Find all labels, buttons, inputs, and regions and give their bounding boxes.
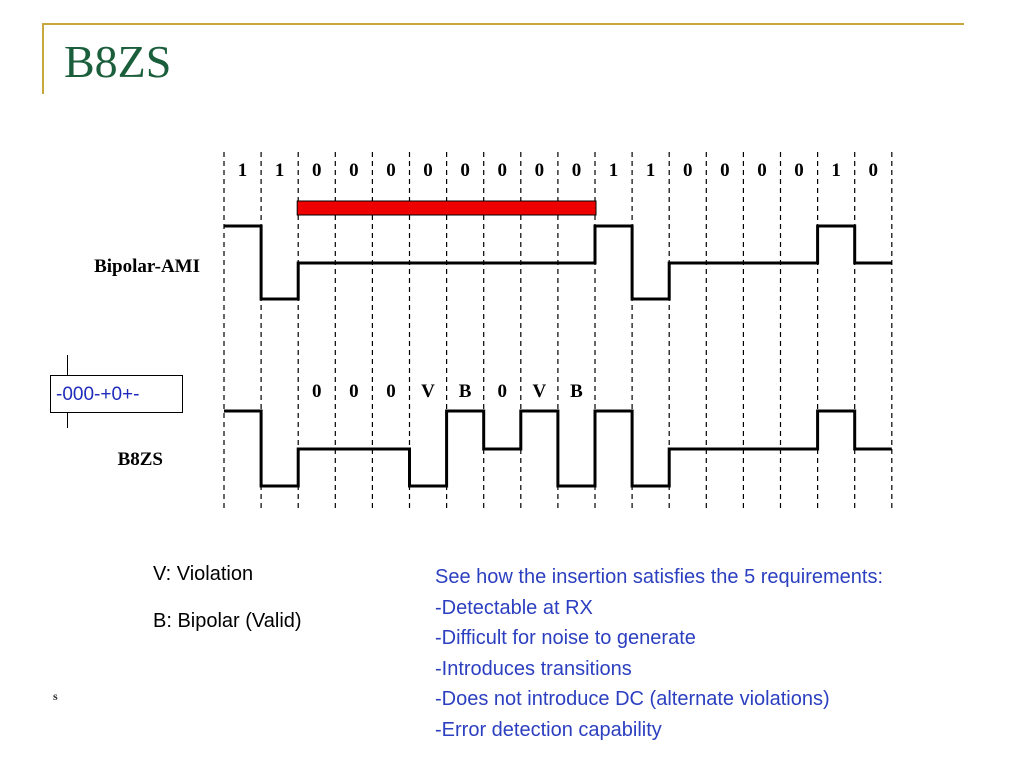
notes-item: -Introduces transitions (435, 657, 632, 680)
notes-item: -Error detection capability (435, 718, 662, 741)
bit-label: 0 (571, 160, 582, 181)
substitution-label: 0 (386, 381, 396, 402)
bit-label: 0 (757, 160, 767, 181)
bit-label: 0 (683, 160, 693, 181)
substitution-sequence-box: -000-+0+- (50, 375, 183, 413)
requirements-notes (435, 562, 883, 745)
bit-label: 0 (868, 160, 878, 181)
bit-label: 0 (349, 160, 359, 181)
substitution-label: B (570, 381, 583, 402)
substitution-label: 0 (497, 381, 507, 402)
notes-item: -Does not introduce DC (alternate violations) (435, 688, 830, 710)
bit-label: 0 (386, 160, 396, 181)
bit-label: 0 (460, 160, 470, 181)
bit-label: 0 (720, 160, 730, 181)
row-label: Bipolar-AMI (94, 256, 200, 277)
notes-item: -Difficult for noise to generate (435, 627, 696, 649)
bit-label: 1 (645, 160, 656, 181)
substitution-label: V (532, 381, 547, 402)
bit-label: 0 (794, 160, 804, 181)
bit-label: 1 (274, 160, 285, 181)
bit-label: 0 (423, 160, 433, 181)
notes-item: -Detectable at RX (435, 596, 593, 619)
bit-label: 0 (312, 160, 322, 181)
bit-label: 1 (831, 160, 841, 181)
stray-mark: s (53, 689, 58, 703)
substitution-label: 0 (349, 381, 359, 402)
substitution-label: V (421, 381, 435, 402)
signal-waveform (224, 411, 892, 486)
bit-label: 1 (608, 160, 619, 181)
substitution-label: B (458, 381, 472, 402)
bit-label: 0 (534, 160, 545, 181)
legend-violation: V: Violation (153, 563, 254, 585)
row-label: B8ZS (117, 449, 163, 470)
bit-label: 1 (237, 160, 248, 181)
legend-bipolar: B: Bipolar (Valid) (153, 610, 302, 632)
slide-title: B8ZS (64, 36, 172, 87)
zero-run-highlight-bar (297, 201, 596, 215)
bit-label: 0 (497, 160, 507, 181)
substitution-label: 0 (312, 381, 322, 402)
notes-heading: See how the insertion satisfies the 5 requirements: (435, 566, 884, 588)
